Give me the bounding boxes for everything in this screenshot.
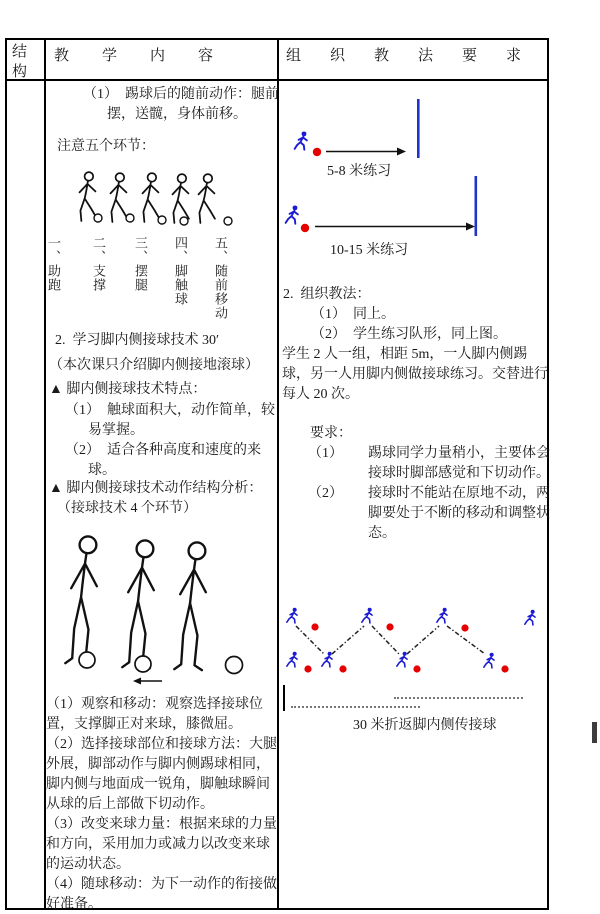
drill1-diagram [286,96,426,162]
step-label-runup: 一、助跑 [46,236,61,292]
red-ball-dot [386,623,393,630]
kicking-player-figure [111,173,127,222]
running-person-icon [525,610,535,625]
table-header-underline [5,79,549,81]
wall-marker-line [417,99,420,158]
running-person-icon [287,652,297,667]
org-section2-title: 2. 组织教法： [283,287,371,302]
analysis-subtitle: （接球技术 4 个环节） [57,501,197,516]
soccer-ball-icon [135,656,151,672]
drill2-label: 10-15 米练习 [330,243,409,258]
table-header-structure: 结构 [12,44,28,80]
follow-through-line1: （1） 踢球后的随前动作：腿前 [83,87,279,102]
red-ball-dot [461,624,468,631]
red-ball-dot [413,665,420,672]
step-label-support: 二、支撑 [91,236,106,292]
receiving-sequence-figure [55,532,255,686]
arrowhead-left [133,678,141,685]
soccer-ball-icon [126,214,134,222]
step-label-swing: 三、摆腿 [133,236,148,292]
org-item2: （2） 学生练习队形，同上图。 [311,327,507,342]
step4-follow-ball: （4）随球移动：为下一动作的衔接做好准备。 [46,877,277,912]
requirement2-number: （2） [308,486,343,501]
page-edge-mark [592,722,597,743]
table-border-left [5,38,7,910]
analysis-heading: ▲ 脚内侧接球技术动作结构分析： [49,481,263,496]
requirement2-text: 接球时不能站在原地不动，两脚要处于不断的移动和调整状态。 [368,486,550,541]
feature1-line1: （1） 触球面积大，动作简单，较 [65,403,275,418]
table-header-teaching-content: 教学内容 [54,48,247,64]
step3-change-force: （3）改变来球力量：根据来球的力量和方向，采用加力或减力以改变来球的运动状态。 [46,817,277,872]
step1-observe-move: （1）观察和移动：观察选择接球位置，支撑脚正对来球，膝微屈。 [46,697,263,732]
soccer-ball-icon [158,216,166,224]
red-ball-dot [501,665,508,672]
running-person-icon [362,608,372,623]
red-ball-dot [313,148,321,156]
red-ball-dot [311,623,318,630]
soccer-ball-icon [226,657,243,674]
running-person-icon [437,608,447,623]
step-label-follow-move: 五、随前移动 [213,236,228,320]
running-person-icon [286,205,298,223]
section2-subtitle: （本次课只介绍脚内侧接地滚球） [49,358,259,373]
feature1-line2: 易掌握。 [88,423,144,438]
arrowhead-right [466,223,475,231]
receiving-player-figure [174,542,206,670]
start-tick-mark [283,685,285,711]
requirement1-text: 踢球同学力量稍小，主要体会接球时脚部感觉和下切动作。 [368,446,550,481]
kicking-player-figure [173,174,189,223]
course-dotted-line [291,706,420,708]
feature2-line1: （2） 适合各种高度和速度的来 [65,443,261,458]
requirements-heading: 要求： [310,426,352,441]
kicking-player-figure [80,172,96,221]
org-item1: （1） 同上。 [311,307,395,322]
running-person-icon [484,653,494,668]
kicking-sequence-figure [48,170,264,228]
soccer-ball-icon [79,652,95,668]
features-heading: ▲ 脚内侧接球技术特点： [49,382,207,397]
shuttle-pass-diagram [280,594,548,676]
arrowhead-right [397,148,406,156]
red-ball-dot [301,224,309,232]
wall-marker-line [475,176,478,236]
drill2-diagram [276,174,486,238]
running-person-icon [287,608,297,623]
requirement1-number: （1） [308,446,343,461]
step2-choose-part: （2）选择接球部位和接球方法：大腿外展，脚部动作与脚内侧踢球相同，脚内侧与地面成一锐角，脚触球瞬间从球的后上部做下切动作。 [46,737,277,812]
feature2-line2: 球。 [88,463,116,478]
shuttle-pass-caption: 30 米折返脚内侧传接球 [353,718,497,733]
drill1-label: 5-8 米练习 [327,164,392,179]
org-pairs-paragraph: 学生 2 人一组，相距 5m，一人脚内侧踢球，另一人用脚内侧做接球练习。交替进行每人 20 次。 [282,347,548,402]
section2-title: 2. 学习脚内侧接球技术 30′ [55,333,220,348]
kicking-player-figure [199,174,215,223]
red-ball-dot [339,665,346,672]
receiving-player-figure [65,536,97,664]
soccer-ball-icon [180,217,188,225]
running-person-icon [322,652,332,667]
running-person-icon [295,131,307,149]
red-ball-dot [304,665,311,672]
table-header-organization-method: 组织教法要求 [286,48,551,64]
course-dotted-line [394,697,523,699]
receiving-player-figure [122,540,154,668]
soccer-ball-icon [224,217,232,225]
kicking-player-figure [143,173,159,222]
step-label-foot-touch: 四、脚触球 [173,236,188,306]
soccer-ball-icon [94,214,102,222]
follow-through-line2: 摆，送髋，身体前移。 [107,107,247,122]
note-five-links: 注意五个环节： [57,139,155,154]
